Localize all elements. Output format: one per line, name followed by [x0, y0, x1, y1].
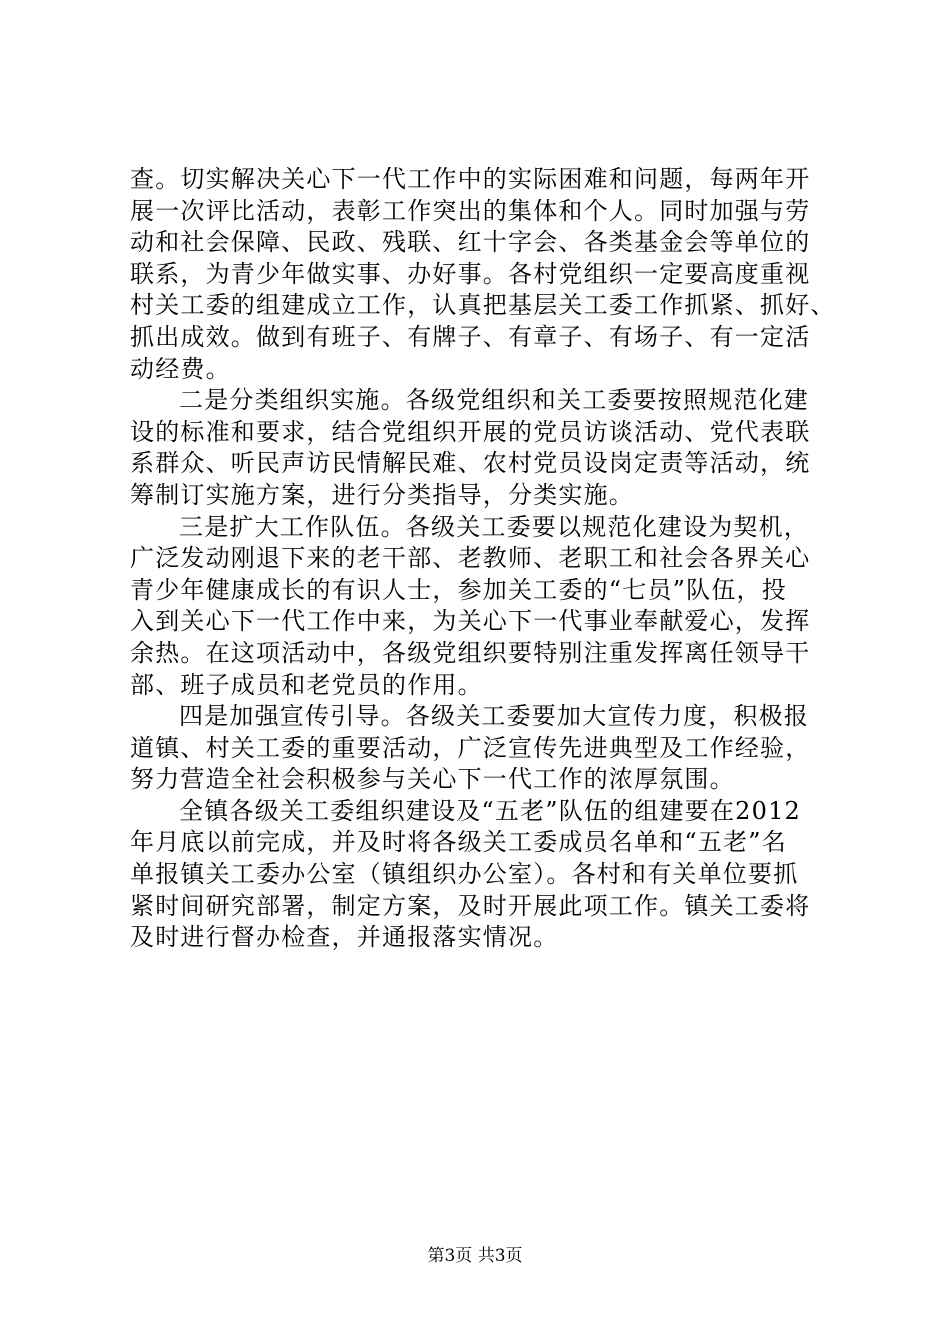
text-line: 村关工委的组建成立工作，认真把基层关工委工作抓紧、抓好、 — [130, 291, 836, 320]
text-line: 筹制订实施方案，进行分类指导，分类实施。 — [130, 480, 634, 509]
text-line: 青少年健康成长的有识人士，参加关工委的“七员”队伍，投 — [130, 575, 787, 604]
text-line: 动经费。 — [130, 354, 231, 383]
text-line: 设的标准和要求，结合党组织开展的党员访谈活动、党代表联 — [130, 417, 811, 446]
text-line: 努力营造全社会积极参与关心下一代工作的浓厚氛围。 — [130, 765, 735, 794]
text-line: 展一次评比活动，表彰工作突出的集体和个人。同时加强与劳 — [130, 196, 811, 225]
text-line: 道镇、村关工委的重要活动，广泛宣传先进典型及工作经验， — [130, 733, 811, 762]
text-line: 查。切实解决关心下一代工作中的实际困难和问题，每两年开 — [130, 165, 811, 193]
text-line: 入到关心下一代工作中来，为关心下一代事业奉献爱心，发挥 — [130, 607, 811, 636]
paragraph-start-line: 二是分类组织实施。各级党组织和关工委要按照规范化建 — [179, 386, 809, 415]
text-line: 动和社会保障、民政、残联、红十字会、各类基金会等单位的 — [130, 228, 811, 257]
paragraph-start-line: 全镇各级关工委组织建设及“五老”队伍的组建要在2012 — [179, 796, 802, 825]
page-footer: 第3页 共3页 — [427, 1246, 523, 1266]
text-line: 联系，为青少年做实事、办好事。各村党组织一定要高度重视 — [130, 259, 811, 288]
paragraph-start-line: 三是扩大工作队伍。各级关工委要以规范化建设为契机， — [179, 512, 809, 541]
text-line: 及时进行督办检查，并通报落实情况。 — [130, 923, 559, 952]
text-line: 部、班子成员和老党员的作用。 — [130, 670, 483, 699]
paragraph-start-line: 四是加强宣传引导。各级关工委要加大宣传力度，积极报 — [179, 702, 809, 731]
text-line: 单报镇关工委办公室（镇组织办公室）。各村和有关单位要抓 — [130, 860, 799, 889]
text-line: 系群众、听民声访民情解民难、农村党员设岗定责等活动，统 — [130, 449, 811, 478]
text-line: 紧时间研究部署，制定方案，及时开展此项工作。镇关工委将 — [130, 891, 811, 920]
text-line: 余热。在这项活动中，各级党组织要特别注重发挥离任领导干 — [130, 638, 811, 667]
document-body — [130, 164, 855, 954]
text-line: 抓出成效。做到有班子、有牌子、有章子、有场子、有一定活 — [130, 322, 811, 351]
text-line: 广泛发动刚退下来的老干部、老教师、老职工和社会各界关心 — [130, 544, 811, 573]
text-line: 年月底以前完成，并及时将各级关工委成员名单和“五老”名 — [130, 828, 787, 857]
